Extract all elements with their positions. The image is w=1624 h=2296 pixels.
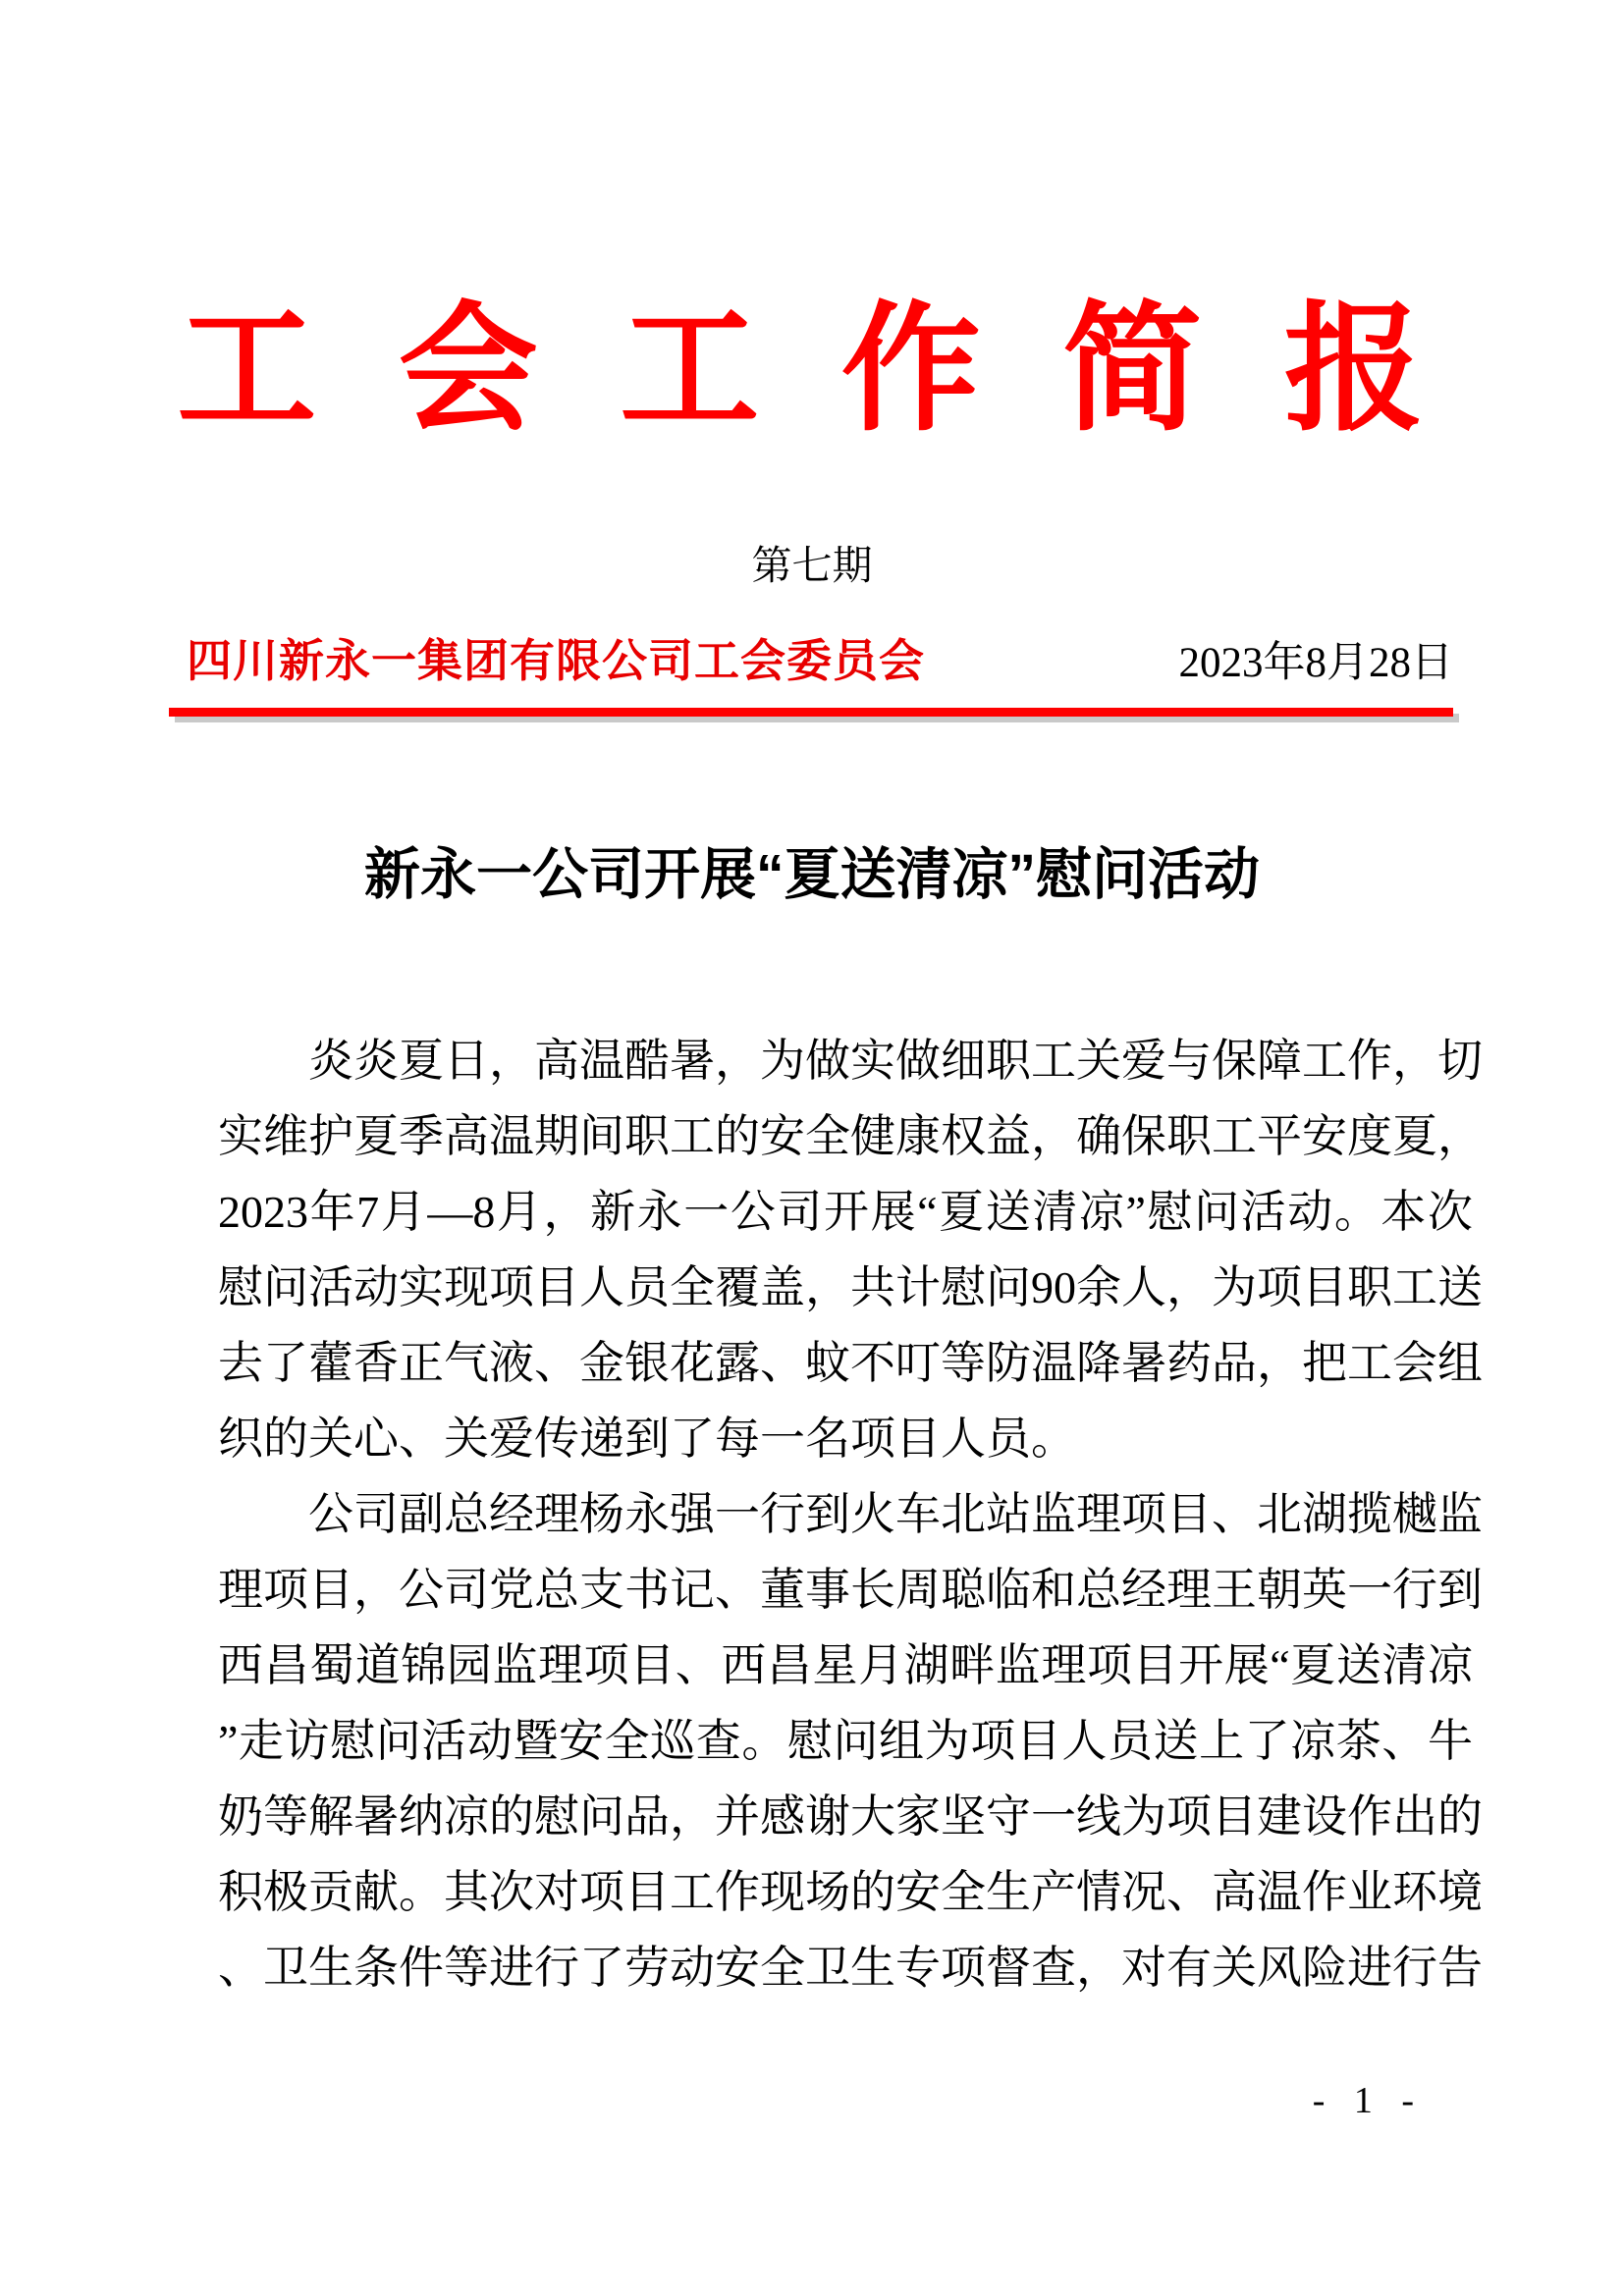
- red-divider-rule: [169, 708, 1453, 717]
- article-body: [218, 1023, 1483, 2005]
- body-line: 去了藿香正气液、金银花露、蚊不叮等防温降暑药品，把工会组: [218, 1338, 1483, 1388]
- article-title: 新永一公司开展“夏送清凉”慰问活动: [364, 843, 1260, 906]
- body-line: 积极贡献。其次对项目工作现场的安全生产情况、高温作业环境: [218, 1867, 1483, 1917]
- body-line: 理项目，公司党总支书记、董事长周聪临和总经理王朝英一行到: [218, 1565, 1483, 1615]
- publisher-name: 四川新永一集团有限公司工会委员会: [187, 636, 925, 686]
- masthead-title: 工 会 工 作 简 报: [177, 293, 1447, 448]
- body-line: 炎炎夏日，高温酷暑，为做实做细职工关爱与保障工作，切: [308, 1036, 1483, 1086]
- body-line: 2023年7月—8月，新永一公司开展“夏送清凉”慰问活动。本次: [218, 1187, 1473, 1237]
- body-line: 公司副总经理杨永强一行到火车北站监理项目、北湖揽樾监: [308, 1489, 1483, 1539]
- body-line: 西昌蜀道锦园监理项目、西昌星月湖畔监理项目开展“夏送清凉: [218, 1640, 1473, 1690]
- body-line: ”走访慰问活动暨安全巡查。慰问组为项目人员送上了凉茶、牛: [218, 1716, 1473, 1766]
- body-line: 、卫生条件等进行了劳动安全卫生专项督查，对有关风险进行告: [218, 1943, 1483, 1993]
- publish-date: 2023年8月28日: [1178, 640, 1453, 686]
- publisher-row: [187, 636, 1453, 688]
- body-line: 织的关心、关爱传递到了每一名项目人员。: [218, 1414, 1076, 1464]
- body-line: 实维护夏季高温期间职工的安全健康权益，确保职工平安度夏，: [218, 1111, 1483, 1161]
- page-number: - 1 -: [1312, 2080, 1424, 2121]
- body-line: 奶等解暑纳凉的慰问品，并感谢大家坚守一线为项目建设作出的: [218, 1791, 1483, 1842]
- issue-number: 第七期: [751, 543, 873, 588]
- body-line: 慰问活动实现项目人员全覆盖，共计慰问90余人，为项目职工送: [218, 1262, 1483, 1312]
